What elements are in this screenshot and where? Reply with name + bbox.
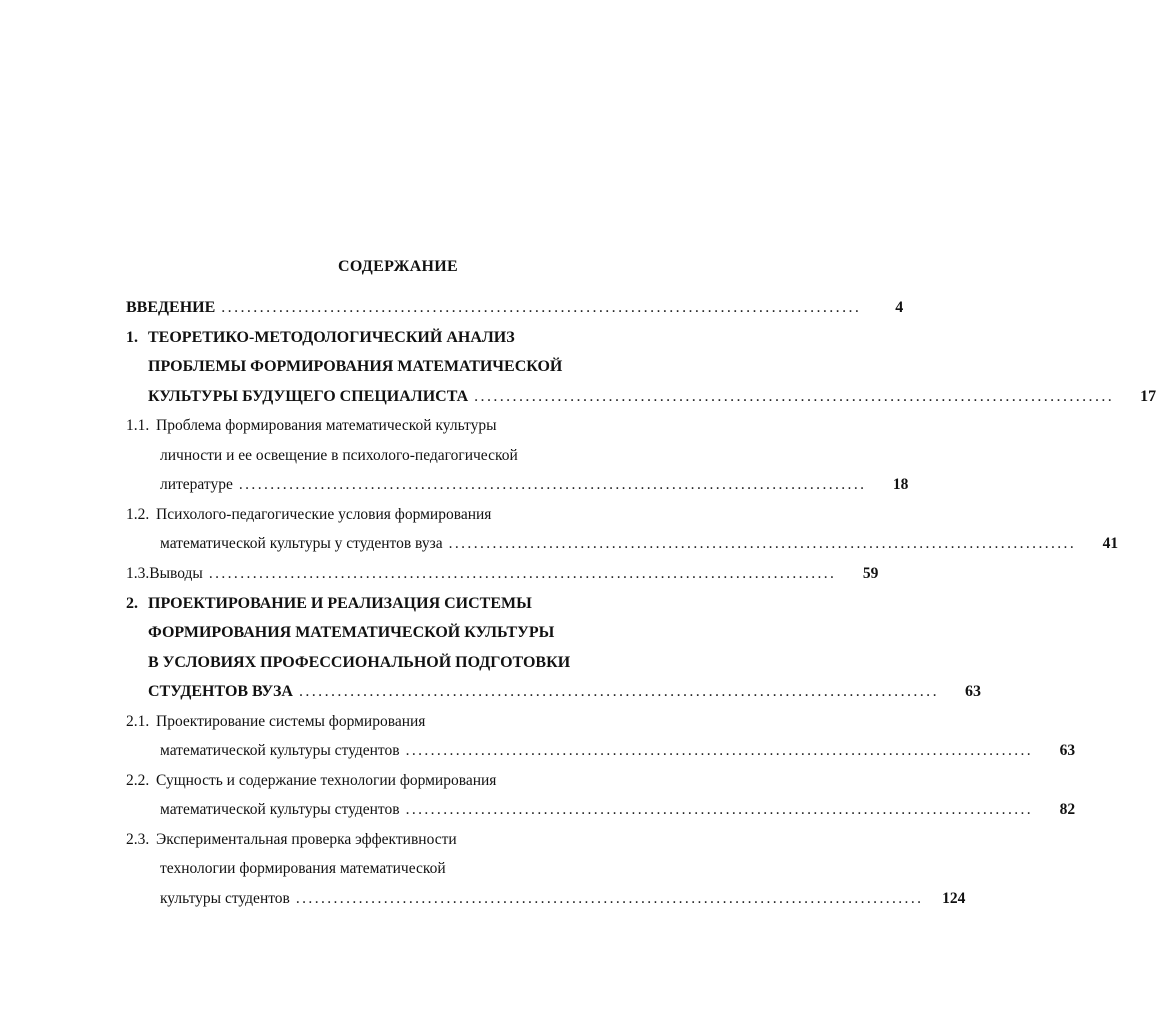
- toc-entry-text: ВВЕДЕНИЕ: [126, 299, 216, 316]
- toc-page-number: 4: [895, 299, 904, 316]
- toc-section-1-2-line-2[interactable]: [160, 533, 1119, 555]
- toc-chapter-1-line-3[interactable]: [148, 386, 1156, 408]
- toc-page-number: 82: [1059, 801, 1076, 818]
- toc-chapter-1-line-2: [148, 356, 562, 378]
- toc-entry-text: Выводы: [149, 565, 203, 582]
- leader-dots: ....................................................................................................: [405, 742, 1034, 759]
- leader-dots: ....................................................................................................: [448, 535, 1077, 552]
- toc-section-number: 1.1.: [126, 417, 150, 434]
- toc-section-1-3[interactable]: [126, 563, 879, 585]
- toc-entry-text: ПРОБЛЕМЫ ФОРМИРОВАНИЯ МАТЕМАТИЧЕСКОЙ: [148, 358, 563, 375]
- toc-section-2-3-line-1[interactable]: [126, 829, 457, 851]
- toc-section-1-2-line-1[interactable]: [126, 504, 491, 526]
- toc-entry-text: В УСЛОВИЯХ ПРОФЕССИОНАЛЬНОЙ ПОДГОТОВКИ: [148, 654, 571, 671]
- toc-chapter-2-line-2: [148, 622, 554, 644]
- toc-page-number: 59: [862, 565, 879, 582]
- toc-entry-text: математической культуры у студентов вуза: [160, 535, 443, 552]
- toc-section-2-1-line-1[interactable]: [126, 711, 425, 733]
- toc-entry-text: ТЕОРЕТИКО-МЕТОДОЛОГИЧЕСКИЙ АНАЛИЗ: [148, 329, 515, 346]
- toc-section-2-2-line-1[interactable]: [126, 770, 496, 792]
- toc-page-number: 17: [1140, 388, 1156, 405]
- toc-chapter-1-line-1[interactable]: [126, 327, 515, 349]
- toc-entry-text: Психолого-педагогические условия формирования: [156, 506, 492, 523]
- toc-chapter-number: 2.: [126, 595, 138, 612]
- toc-chapter-2-line-3: [148, 652, 570, 674]
- toc-title: СОДЕРЖАНИЕ: [337, 258, 459, 275]
- toc-entry-text: ФОРМИРОВАНИЯ МАТЕМАТИЧЕСКОЙ КУЛЬТУРЫ: [148, 624, 555, 641]
- toc-entry-text: Проектирование системы формирования: [156, 713, 426, 730]
- toc-chapter-2-line-4[interactable]: [148, 681, 981, 703]
- toc-entry-text: Экспериментальная проверка эффективности: [156, 831, 457, 848]
- leader-dots: ....................................................................................................: [405, 801, 1034, 818]
- toc-entry-text: литературе: [160, 476, 233, 493]
- toc-section-1-1-line-1[interactable]: [126, 415, 497, 437]
- toc-chapter-2-line-1[interactable]: [126, 593, 532, 615]
- leader-dots: ....................................................................................................: [295, 890, 924, 907]
- toc-section-1-1-line-2: [160, 445, 518, 467]
- toc-section-1-1-line-3[interactable]: [160, 474, 909, 496]
- leader-dots: ....................................................................................................: [474, 388, 1115, 405]
- leader-dots: ....................................................................................................: [208, 565, 837, 582]
- toc-page-number: 41: [1102, 535, 1119, 552]
- toc-entry-text: СТУДЕНТОВ ВУЗА: [148, 683, 293, 700]
- toc-entry-introduction[interactable]: [126, 297, 904, 319]
- toc-section-number: 2.1.: [126, 713, 150, 730]
- toc-entry-text: КУЛЬТУРЫ БУДУЩЕГО СПЕЦИАЛИСТА: [148, 388, 469, 405]
- toc-entry-text: технологии формирования математической: [160, 860, 446, 877]
- toc-section-number: 1.3.: [126, 565, 150, 582]
- toc-page-number: 63: [1059, 742, 1076, 759]
- toc-entry-text: математической культуры студентов: [160, 801, 400, 818]
- toc-section-2-2-line-2[interactable]: [160, 799, 1076, 821]
- toc-chapter-number: 1.: [126, 329, 138, 346]
- toc-entry-text: культуры студентов: [160, 890, 290, 907]
- leader-dots: ....................................................................................................: [298, 683, 939, 700]
- toc-entry-text: личности и ее освещение в психолого-педагогической: [160, 447, 518, 464]
- toc-entry-text: математической культуры студентов: [160, 742, 400, 759]
- toc-section-2-3-line-3[interactable]: [160, 888, 966, 910]
- toc-page-number: 63: [964, 683, 981, 700]
- leader-dots: ....................................................................................................: [238, 476, 867, 493]
- toc-entry-text: Проблема формирования математической культуры: [156, 417, 497, 434]
- toc-section-2-1-line-2[interactable]: [160, 740, 1076, 762]
- toc-section-number: 2.3.: [126, 831, 150, 848]
- toc-section-number: 2.2.: [126, 772, 150, 789]
- toc-section-number: 1.2.: [126, 506, 150, 523]
- toc-entry-text: ПРОЕКТИРОВАНИЕ И РЕАЛИЗАЦИЯ СИСТЕМЫ: [148, 595, 532, 612]
- toc-page-number: 18: [892, 476, 909, 493]
- toc-entry-text: Сущность и содержание технологии формирования: [156, 772, 497, 789]
- toc-page-number: 124: [942, 890, 966, 907]
- leader-dots: ....................................................................................................: [221, 299, 862, 316]
- toc-section-2-3-line-2: [160, 858, 446, 880]
